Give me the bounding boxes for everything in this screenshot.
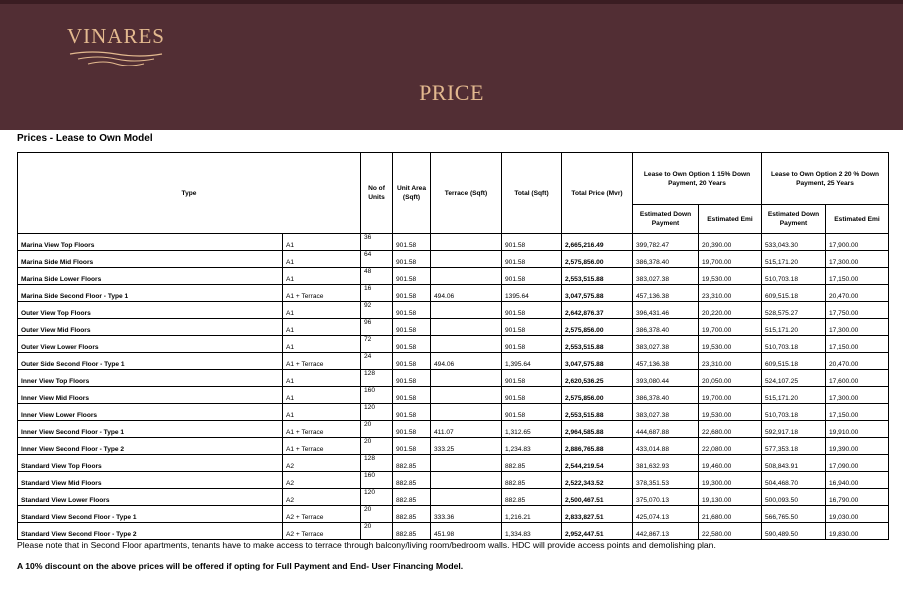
option1-emi-cell: 20,220.00 (699, 302, 762, 319)
total-sqft-cell: 901.58 (502, 404, 562, 421)
total-price-cell: 3,047,575.88 (562, 353, 633, 370)
unit-area-cell: 901.58 (393, 404, 431, 421)
unit-area-cell: 901.58 (393, 234, 431, 251)
option1-down-cell: 399,782.47 (633, 234, 699, 251)
total-sqft-cell: 901.58 (502, 319, 562, 336)
total-price-cell: 3,047,575.88 (562, 285, 633, 302)
option1-down-cell: 375,070.13 (633, 489, 699, 506)
option2-down-cell: 592,917.18 (762, 421, 826, 438)
units-cell: 20 (361, 506, 393, 523)
option1-emi-cell: 19,700.00 (699, 319, 762, 336)
units-cell: 24 (361, 353, 393, 370)
header-option1: Lease to Own Option 1 15% Down Payment, 20 Years (633, 153, 762, 205)
code-cell: A1 (283, 234, 361, 251)
unit-area-cell: 901.58 (393, 336, 431, 353)
terrace-cell (431, 234, 502, 251)
option1-emi-cell: 22,680.00 (699, 421, 762, 438)
total-sqft-cell: 901.58 (502, 336, 562, 353)
option1-emi-cell: 19,530.00 (699, 404, 762, 421)
units-cell: 20 (361, 421, 393, 438)
option1-emi-cell: 19,700.00 (699, 251, 762, 268)
code-cell: A1 + Terrace (283, 353, 361, 370)
header-terrace: Terrace (Sqft) (431, 153, 502, 234)
terrace-cell (431, 319, 502, 336)
terrace-cell (431, 268, 502, 285)
table-row (18, 319, 889, 336)
option1-emi-cell: 20,390.00 (699, 234, 762, 251)
table-row (18, 336, 889, 353)
header-type: Type (18, 153, 361, 234)
code-cell: A1 (283, 370, 361, 387)
total-sqft-cell: 882.85 (502, 489, 562, 506)
header-total: Total (Sqft) (502, 153, 562, 234)
units-cell: 36 (361, 234, 393, 251)
option2-emi-cell: 17,150.00 (826, 336, 889, 353)
option2-emi-cell: 17,150.00 (826, 404, 889, 421)
option2-down-cell: 504,468.70 (762, 472, 826, 489)
header-units: No of Units (361, 153, 393, 234)
unit-area-cell: 901.58 (393, 251, 431, 268)
option2-down-cell: 590,489.50 (762, 523, 826, 540)
code-cell: A1 (283, 302, 361, 319)
option2-emi-cell: 17,300.00 (826, 319, 889, 336)
code-cell: A2 (283, 472, 361, 489)
units-cell: 48 (361, 268, 393, 285)
option2-emi-cell: 19,910.00 (826, 421, 889, 438)
table-row (18, 421, 889, 438)
terrace-cell (431, 251, 502, 268)
option2-down-cell: 566,765.50 (762, 506, 826, 523)
total-sqft-cell: 1,312.65 (502, 421, 562, 438)
option2-down-cell: 500,093.50 (762, 489, 826, 506)
option2-down-cell: 510,703.18 (762, 336, 826, 353)
table-row (18, 353, 889, 370)
code-cell: A1 (283, 251, 361, 268)
units-cell: 20 (361, 438, 393, 455)
table-row (18, 489, 889, 506)
option2-emi-cell: 17,900.00 (826, 234, 889, 251)
units-cell: 120 (361, 489, 393, 506)
units-cell: 16 (361, 285, 393, 302)
terrace-cell (431, 302, 502, 319)
option2-down-cell: 533,043.30 (762, 234, 826, 251)
option2-down-cell: 515,171.20 (762, 387, 826, 404)
total-sqft-cell: 882.85 (502, 472, 562, 489)
type-cell: Marina Side Mid Floors (18, 251, 283, 268)
option2-emi-cell: 17,600.00 (826, 370, 889, 387)
top-border-strip (0, 0, 903, 4)
total-sqft-cell: 1,395.64 (502, 353, 562, 370)
units-cell: 64 (361, 251, 393, 268)
option1-emi-cell: 21,680.00 (699, 506, 762, 523)
option2-emi-cell: 17,750.00 (826, 302, 889, 319)
total-price-cell: 2,952,447.51 (562, 523, 633, 540)
table-row (18, 234, 889, 251)
option2-emi-cell: 16,790.00 (826, 489, 889, 506)
option2-emi-cell: 19,830.00 (826, 523, 889, 540)
type-cell: Outer View Top Floors (18, 302, 283, 319)
unit-area-cell: 901.58 (393, 302, 431, 319)
type-cell: Marina Side Second Floor - Type 1 (18, 285, 283, 302)
code-cell: A1 (283, 387, 361, 404)
table-row (18, 251, 889, 268)
option1-down-cell: 425,074.13 (633, 506, 699, 523)
table-row (18, 302, 889, 319)
unit-area-cell: 901.58 (393, 421, 431, 438)
total-price-cell: 2,553,515.88 (562, 404, 633, 421)
units-cell: 20 (361, 523, 393, 540)
option2-down-cell: 510,703.18 (762, 268, 826, 285)
type-cell: Marina View Top Floors (18, 234, 283, 251)
option2-down-cell: 524,107.25 (762, 370, 826, 387)
unit-area-cell: 901.58 (393, 319, 431, 336)
type-cell: Standard View Top Floors (18, 455, 283, 472)
option1-down-cell: 386,378.40 (633, 251, 699, 268)
vinares-logo (66, 24, 166, 68)
option1-emi-cell: 19,700.00 (699, 387, 762, 404)
unit-area-cell: 882.85 (393, 523, 431, 540)
units-cell: 128 (361, 455, 393, 472)
option1-down-cell: 386,378.40 (633, 387, 699, 404)
unit-area-cell: 882.85 (393, 472, 431, 489)
option2-down-cell: 528,575.27 (762, 302, 826, 319)
table-row (18, 523, 889, 540)
unit-area-cell: 901.58 (393, 268, 431, 285)
option2-down-cell: 515,171.20 (762, 319, 826, 336)
terrace-cell (431, 370, 502, 387)
total-price-cell: 2,665,216.49 (562, 234, 633, 251)
type-cell: Outer View Mid Floors (18, 319, 283, 336)
header-option2-down: Estimated Down Payment (762, 205, 826, 234)
type-cell: Standard View Second Floor - Type 1 (18, 506, 283, 523)
unit-area-cell: 882.85 (393, 506, 431, 523)
units-cell: 160 (361, 387, 393, 404)
option1-down-cell: 396,431.46 (633, 302, 699, 319)
type-cell: Inner View Second Floor - Type 2 (18, 438, 283, 455)
option1-down-cell: 457,136.38 (633, 285, 699, 302)
option1-down-cell: 381,632.93 (633, 455, 699, 472)
option1-emi-cell: 19,300.00 (699, 472, 762, 489)
option1-down-cell: 433,014.88 (633, 438, 699, 455)
option2-down-cell: 515,171.20 (762, 251, 826, 268)
terrace-cell (431, 336, 502, 353)
unit-area-cell: 882.85 (393, 455, 431, 472)
option1-down-cell: 383,027.38 (633, 268, 699, 285)
code-cell: A1 (283, 268, 361, 285)
total-price-cell: 2,833,827.51 (562, 506, 633, 523)
total-sqft-cell: 901.58 (502, 234, 562, 251)
total-price-cell: 2,553,515.88 (562, 336, 633, 353)
table-row (18, 455, 889, 472)
total-price-cell: 2,575,856.00 (562, 319, 633, 336)
terrace-cell: 411.07 (431, 421, 502, 438)
terrace-cell (431, 472, 502, 489)
option1-down-cell: 393,080.44 (633, 370, 699, 387)
total-sqft-cell: 1,334.83 (502, 523, 562, 540)
option2-emi-cell: 17,150.00 (826, 268, 889, 285)
terrace-cell: 333.36 (431, 506, 502, 523)
header-option2-emi: Estimated Emi (826, 205, 889, 234)
code-cell: A1 (283, 336, 361, 353)
logo-waves-icon (68, 50, 164, 66)
option2-emi-cell: 19,030.00 (826, 506, 889, 523)
total-price-cell: 2,964,585.88 (562, 421, 633, 438)
option1-down-cell: 378,351.53 (633, 472, 699, 489)
terrace-cell (431, 404, 502, 421)
option2-emi-cell: 17,090.00 (826, 455, 889, 472)
units-cell: 128 (361, 370, 393, 387)
table-row (18, 370, 889, 387)
total-price-cell: 2,500,467.51 (562, 489, 633, 506)
type-cell: Outer View Lower Floors (18, 336, 283, 353)
total-price-cell: 2,544,219.54 (562, 455, 633, 472)
total-price-cell: 2,642,876.37 (562, 302, 633, 319)
units-cell: 96 (361, 319, 393, 336)
total-price-cell: 2,575,856.00 (562, 251, 633, 268)
price-table (17, 152, 889, 540)
option2-emi-cell: 17,300.00 (826, 251, 889, 268)
option2-down-cell: 508,843.91 (762, 455, 826, 472)
option2-emi-cell: 20,470.00 (826, 353, 889, 370)
terrace-cell (431, 455, 502, 472)
code-cell: A2 (283, 455, 361, 472)
terrace-cell (431, 387, 502, 404)
table-row (18, 285, 889, 302)
terrace-access-note: Please note that in Second Floor apartments, tenants have to make access to terrace through balcony/living room/bedroom walls. HDC will provide access points and demolishing plan. (17, 540, 716, 550)
option1-down-cell: 383,027.38 (633, 336, 699, 353)
type-cell: Outer Side Second Floor - Type 1 (18, 353, 283, 370)
page-title: PRICE (419, 80, 484, 105)
unit-area-cell: 901.58 (393, 370, 431, 387)
option1-down-cell: 457,136.38 (633, 353, 699, 370)
total-sqft-cell: 901.58 (502, 302, 562, 319)
table-row (18, 506, 889, 523)
type-cell: Inner View Second Floor - Type 1 (18, 421, 283, 438)
option1-emi-cell: 19,530.00 (699, 336, 762, 353)
option1-down-cell: 386,378.40 (633, 319, 699, 336)
discount-note: A 10% discount on the above prices will be offered if opting for Full Payment and End- User Financing Model. (17, 561, 464, 571)
total-sqft-cell: 901.58 (502, 370, 562, 387)
unit-area-cell: 901.58 (393, 387, 431, 404)
terrace-cell: 494.06 (431, 353, 502, 370)
option2-emi-cell: 17,300.00 (826, 387, 889, 404)
section-title: Prices - Lease to Own Model (17, 133, 153, 144)
table-row (18, 268, 889, 285)
type-cell: Inner View Lower Floors (18, 404, 283, 421)
units-cell: 72 (361, 336, 393, 353)
code-cell: A1 + Terrace (283, 285, 361, 302)
total-price-cell: 2,575,856.00 (562, 387, 633, 404)
option1-emi-cell: 19,130.00 (699, 489, 762, 506)
header-option1-down: Estimated Down Payment (633, 205, 699, 234)
total-price-cell: 2,553,515.88 (562, 268, 633, 285)
option2-down-cell: 510,703.18 (762, 404, 826, 421)
total-price-cell: 2,620,536.25 (562, 370, 633, 387)
type-cell: Standard View Mid Floors (18, 472, 283, 489)
page-header (0, 0, 903, 130)
units-cell: 120 (361, 404, 393, 421)
option1-emi-cell: 22,580.00 (699, 523, 762, 540)
terrace-cell: 333.25 (431, 438, 502, 455)
terrace-cell (431, 489, 502, 506)
total-sqft-cell: 901.58 (502, 387, 562, 404)
total-sqft-cell: 882.85 (502, 455, 562, 472)
option1-emi-cell: 19,530.00 (699, 268, 762, 285)
code-cell: A2 + Terrace (283, 506, 361, 523)
terrace-cell: 494.06 (431, 285, 502, 302)
unit-area-cell: 901.58 (393, 353, 431, 370)
option2-emi-cell: 19,390.00 (826, 438, 889, 455)
unit-area-cell: 901.58 (393, 438, 431, 455)
option1-emi-cell: 23,310.00 (699, 285, 762, 302)
table-row (18, 387, 889, 404)
option2-emi-cell: 16,940.00 (826, 472, 889, 489)
units-cell: 160 (361, 472, 393, 489)
unit-area-cell: 882.85 (393, 489, 431, 506)
code-cell: A1 (283, 319, 361, 336)
total-sqft-cell: 1395.64 (502, 285, 562, 302)
option1-emi-cell: 22,080.00 (699, 438, 762, 455)
logo-text: VINARES (66, 24, 165, 48)
code-cell: A2 (283, 489, 361, 506)
option2-down-cell: 609,515.18 (762, 353, 826, 370)
option1-emi-cell: 19,460.00 (699, 455, 762, 472)
option1-emi-cell: 20,050.00 (699, 370, 762, 387)
header-option1-emi: Estimated Emi (699, 205, 762, 234)
total-sqft-cell: 901.58 (502, 251, 562, 268)
type-cell: Standard View Lower Floors (18, 489, 283, 506)
total-sqft-cell: 1,216.21 (502, 506, 562, 523)
option1-down-cell: 442,867.13 (633, 523, 699, 540)
code-cell: A1 (283, 404, 361, 421)
type-cell: Inner View Mid Floors (18, 387, 283, 404)
option1-down-cell: 383,027.38 (633, 404, 699, 421)
type-cell: Standard View Second Floor - Type 2 (18, 523, 283, 540)
option1-emi-cell: 23,310.00 (699, 353, 762, 370)
option2-down-cell: 577,353.18 (762, 438, 826, 455)
table-row (18, 472, 889, 489)
total-sqft-cell: 1,234.83 (502, 438, 562, 455)
units-cell: 92 (361, 302, 393, 319)
total-sqft-cell: 901.58 (502, 268, 562, 285)
code-cell: A1 + Terrace (283, 438, 361, 455)
code-cell: A1 + Terrace (283, 421, 361, 438)
header-unit-area: Unit Area (Sqft) (393, 153, 431, 234)
terrace-cell: 451.98 (431, 523, 502, 540)
header-option2: Lease to Own Option 2 20 % Down Payment, 25 Years (762, 153, 889, 205)
total-price-cell: 2,522,343.52 (562, 472, 633, 489)
option2-down-cell: 609,515.18 (762, 285, 826, 302)
unit-area-cell: 901.58 (393, 285, 431, 302)
header-total-price: Total Price (Mvr) (562, 153, 633, 234)
type-cell: Marina Side Lower Floors (18, 268, 283, 285)
code-cell: A2 + Terrace (283, 523, 361, 540)
option2-emi-cell: 20,470.00 (826, 285, 889, 302)
type-cell: Inner View Top Floors (18, 370, 283, 387)
table-row (18, 404, 889, 421)
option1-down-cell: 444,687.88 (633, 421, 699, 438)
total-price-cell: 2,886,765.88 (562, 438, 633, 455)
table-row (18, 438, 889, 455)
